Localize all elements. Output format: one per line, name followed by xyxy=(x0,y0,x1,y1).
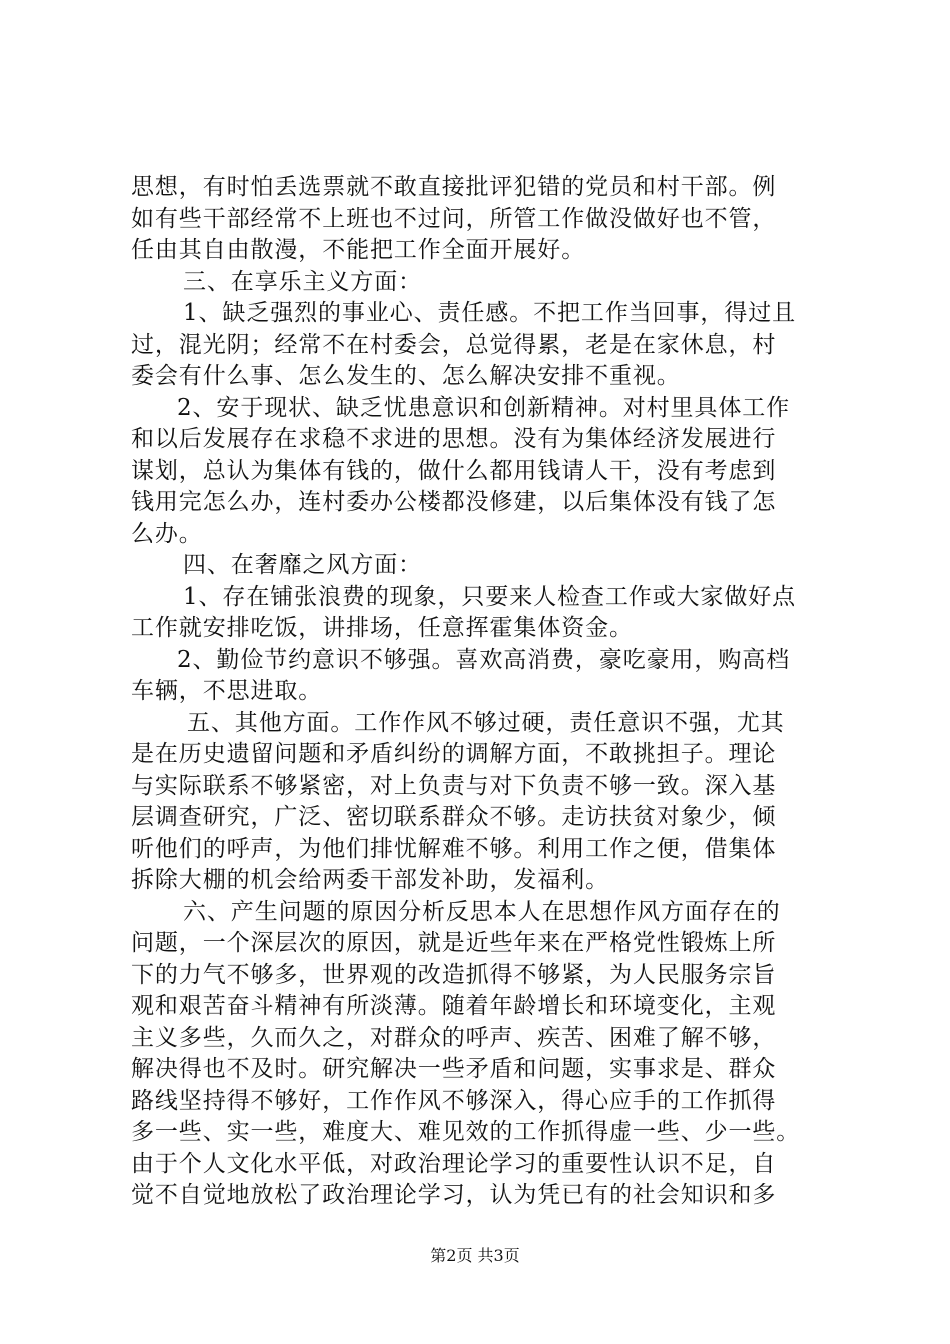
text-line: 层调查研究，广泛、密切联系群众不够。走访扶贫对象少，倾 xyxy=(131,804,777,830)
text-line: 委会有什么事、怎么发生的、怎么解决安排不重视。 xyxy=(131,363,681,389)
section-heading: 三、在享乐主义方面： xyxy=(183,268,422,295)
section-heading: 六、产生问题的原因分析反思本人在思想作风方面存在的 xyxy=(183,898,781,925)
text-line: 和以后发展存在求稳不求进的思想。没有为集体经济发展进行 xyxy=(131,426,777,452)
text-line: 车辆，不思进取。 xyxy=(131,678,323,704)
text-line: 任由其自由散漫，不能把工作全面开展好。 xyxy=(131,237,586,263)
text-line: 1、缺乏强烈的事业心、责任感。不把工作当回事，得过且 xyxy=(183,300,797,326)
text-line: 2、勤俭节约意识不够强。喜欢高消费，豪吃豪用，购高档 xyxy=(177,646,791,673)
text-line: 觉不自觉地放松了政治理论学习，认为凭已有的社会知识和多 xyxy=(131,1182,777,1208)
text-line: 与实际联系不够紧密，对上负责与对下负责不够一致。深入基 xyxy=(131,772,777,799)
text-line: 拆除大棚的机会给两委干部发补助，发福利。 xyxy=(131,867,609,893)
text-line: 钱用完怎么办，连村委办公楼都没修建，以后集体没有钱了怎 xyxy=(131,489,777,515)
text-line: 由于个人文化水平低，对政治理论学习的重要性认识不足，自 xyxy=(131,1150,777,1177)
text-line: 思想，有时怕丢选票就不敢直接批评犯错的党员和村干部。例 xyxy=(131,174,777,200)
section-heading: 五、其他方面。工作作风不够过硬，责任意识不强，尤其 xyxy=(187,709,785,736)
page-number-footer: 第2页 共3页 xyxy=(430,1246,520,1265)
text-line: 听他们的呼声，为他们排忧解难不够。利用工作之便，借集体 xyxy=(131,835,777,862)
text-line: 主义多些，久而久之，对群众的呼声、疾苦、困难了解不够， xyxy=(131,1024,777,1051)
text-line: 工作就安排吃饭，讲排场，任意挥霍集体资金。 xyxy=(131,615,633,641)
text-line: 2、安于现状、缺乏忧患意识和创新精神。对村里具体工作 xyxy=(177,394,791,421)
text-line: 路线坚持得不够好，工作作风不够深入，得心应手的工作抓得 xyxy=(131,1087,777,1114)
text-line: 问题，一个深层次的原因，就是近些年来在严格党性锻炼上所 xyxy=(131,930,777,956)
text-line: 么办。 xyxy=(131,520,203,547)
text-line: 过，混光阴；经常不在村委会，总觉得累，老是在家休息，村 xyxy=(131,331,777,358)
text-line: 如有些干部经常不上班也不过问，所管工作做没做好也不管， xyxy=(131,205,777,232)
text-line: 是在历史遗留问题和矛盾纠纷的调解方面，不敢挑担子。理论 xyxy=(131,741,777,767)
text-line: 谋划，总认为集体有钱的，做什么都用钱请人干，没有考虑到 xyxy=(131,457,777,484)
text-line: 1、存在铺张浪费的现象，只要来人检查工作或大家做好点 xyxy=(183,583,797,610)
section-heading: 四、在奢靡之风方面： xyxy=(183,552,422,578)
text-line: 下的力气不够多，世界观的改造抓得不够紧，为人民服务宗旨 xyxy=(131,961,777,988)
text-line: 多一些、实一些，难度大、难见效的工作抓得虚一些、少一些。 xyxy=(131,1119,801,1145)
text-line: 观和艰苦奋斗精神有所淡薄。随着年龄增长和环境变化，主观 xyxy=(131,993,777,1019)
text-line: 解决得也不及时。研究解决一些矛盾和问题，实事求是、群众 xyxy=(131,1056,777,1082)
